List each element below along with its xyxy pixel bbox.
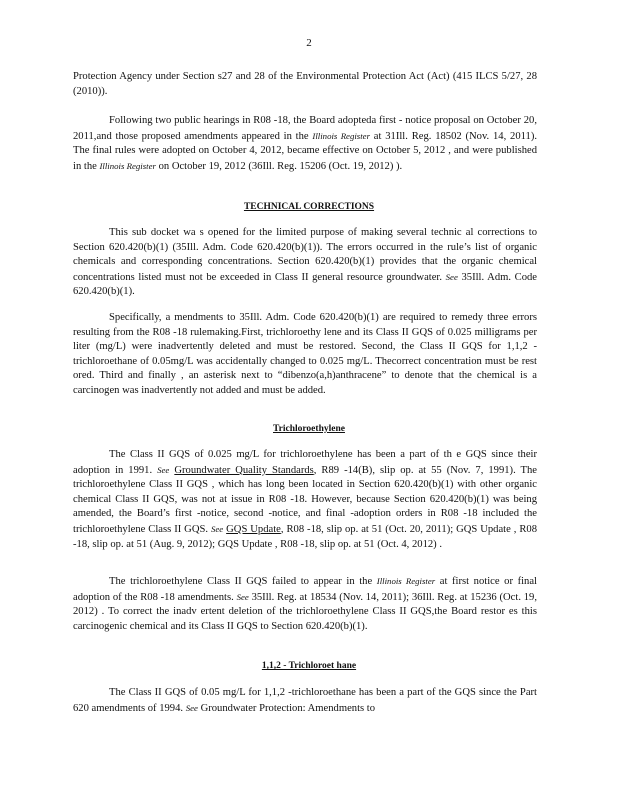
heading-text: 1,1,2 - Trichloroet hane bbox=[261, 661, 357, 671]
heading-trichloroethylene bbox=[0, 422, 618, 437]
paragraph-trichloroethylene-history bbox=[73, 448, 537, 552]
heading-technical-corrections bbox=[0, 200, 618, 215]
paragraph-text: Protection Agency under Section s27 and 28 of the Environmental Protection Act (Act) (415 ILCS 5/27, 28 (2010)). bbox=[73, 71, 537, 97]
see-signal: See bbox=[157, 464, 170, 475]
register-citation: Illinois Register bbox=[376, 576, 436, 586]
see-signal: See bbox=[236, 591, 249, 602]
text-segment: , R89 -14(B), slip op. at 55 (Nov. 7, 1991). The trichloroethylene Class II GQS , which has long been located in Section 620.420(b)(1) with other organic chemical Class II GQS, was not at issue in R08 -18. However, because Section 620.420(b)(1) was being amended, the Board’s first -notice, second -notice, and final -adoption orders in R08 -18 included the trichloroethylene Class II GQS. bbox=[73, 464, 537, 535]
text-segment: at first notice or final adoption of the R08 -18 amendments. bbox=[73, 576, 537, 603]
paragraph-act-citation bbox=[73, 70, 537, 99]
heading-trichloroethane bbox=[0, 659, 618, 674]
text-segment: on October 19, 2012 (36Ill. Reg. 15206 (Oct. 19, 2012) ). bbox=[155, 160, 403, 172]
paragraph-trichloroethane bbox=[73, 686, 537, 716]
text-segment: , R08 -18, slip op. at 51 (Oct. 20, 2011); GQS Update , R08 -18, slip op. at 51 (Aug. 9, 2012); GQS Update , R08 -18, slip op. at 51 (Oct. 4, 2012) . bbox=[73, 523, 538, 550]
text-segment: 35Ill. Reg. at 18534 (Nov. 14, 2011); 36Ill. Reg. at 15236 (Oct. 19, 2012) . To correct the inadv ertent deletion of the trichloroethylene Class II GQS,the Board restor es this carcinogenic chemical and its Class II GQS to Section 620.420(b)(1). bbox=[73, 591, 538, 632]
text-segment: The trichloroethylene Class II GQS failed to appear in the bbox=[109, 576, 377, 587]
paragraph-public-hearings bbox=[73, 114, 537, 174]
heading-text: Trichloroethylene bbox=[273, 424, 345, 434]
see-signal: See bbox=[210, 523, 224, 534]
paragraph-failed-to-appear bbox=[73, 574, 537, 634]
page-number: 2 bbox=[306, 37, 312, 49]
text-segment: Following two public hearings in R08 -18, the Board adopteda first - notice proposal on October 20, 2011,and those proposed amendments appeared in the bbox=[73, 115, 537, 142]
heading-text: TECHNICAL CORRECTIONS bbox=[243, 202, 375, 212]
register-citation: Illinois Register bbox=[312, 130, 371, 141]
text-segment: 35Ill. Adm. Code 620.420(b)(1). bbox=[73, 271, 537, 298]
paragraph-sub-docket bbox=[73, 226, 537, 300]
text-segment: This sub docket wa s opened for the limited purpose of making several technic al corrections to Section 620.420(b)(1) (35Ill. Adm. Code 620.420(b)(1)). The errors occurred in the rule’s list of organic chemicals and corresponding concentrations. Section 620.420(b)(1) provides that the organic chemical concentrations listed must not be exceeded in Class II general resource groundwater. bbox=[73, 227, 537, 283]
see-signal: See bbox=[185, 702, 198, 713]
case-citation: GQS Update bbox=[226, 523, 281, 535]
paragraph-three-errors bbox=[73, 311, 537, 399]
text-segment: Groundwater Protection: Amendments to bbox=[197, 702, 376, 714]
paragraph-text: Specifically, a mendments to 35Ill. Adm. Code 620.420(b)(1) are required to remedy three errors resulting from the R08 -18 rulemaking.First, trichloroethy lene and its Class II GQS of 0.025 milligrams per liter (mg/L) were inadvertently deleted and must be restored. Second, the Class II GQS for 1,1,2 -trichloroethane of 0.05mg/L was accidentally changed to 0.025 mg/L. Thecorrect concentration must be rest ored. Third and finally , an asterisk next to “dibenzo(a,h)anthracene” to denote that the chemical is a carcinogen was inadvertently not added and must be added. bbox=[73, 312, 537, 396]
register-citation: Illinois Register bbox=[99, 160, 156, 171]
case-citation: Groundwater Quality Standards bbox=[174, 464, 314, 476]
see-signal: See bbox=[445, 271, 458, 282]
text-segment: The Class II GQS of 0.025 mg/L for trichloroethylene has been a part of th e GQS since their adoption in 1991. bbox=[73, 449, 537, 476]
text-segment: at 31Ill. Reg. 18502 (Nov. 14, 2011). The final rules were adopted on October 4, 2012, became effective on October 5, 2012 , and were published in the bbox=[73, 130, 537, 172]
text-segment: The Class II GQS of 0.05 mg/L for 1,1,2 -trichloroethane has been a part of the GQS since the Part 620 amendments of 1994. bbox=[73, 687, 537, 714]
